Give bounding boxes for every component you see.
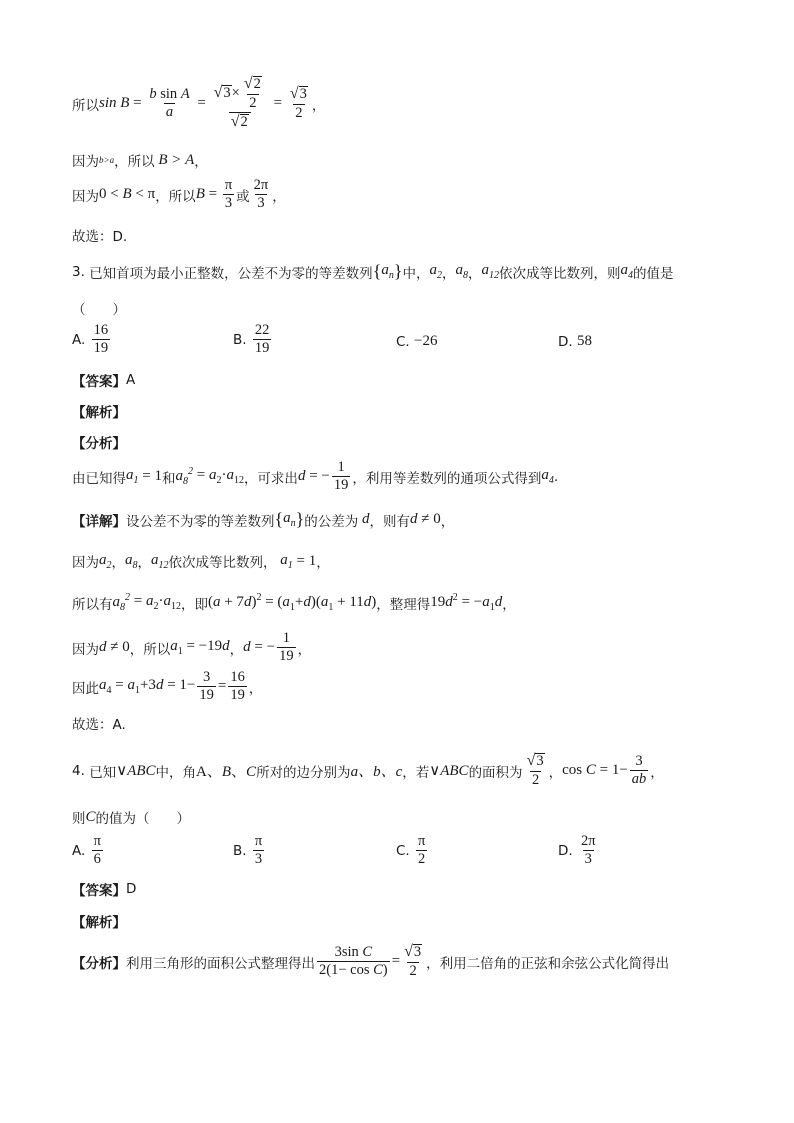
q3-fenxi-text: 由已知得 $a_1$ = 1 和 $a_8^2$ = $a_2\cdot a_{12}$ ，可求出 d = − $\frac{1}{19}$ ，利用等差数列的通项公式得到 $a_4$ .	[72, 459, 559, 494]
q4-option-b[interactable]: B. $\frac{\pi}{3}$	[233, 833, 263, 868]
q3-stem: 3. 已知首项为最小正整数，公差不为零的等差数列 { $a_n$ } 中， $a_2$ ， $a_8$ ， $a_{12}$ 依次成等比数列，则 $a_4$ 的值是	[72, 261, 674, 282]
solution-line-B-values: 因为 0 < B < π ，所以 B = $\frac{\pi}{3}$ 或 $\frac{2\pi}{3}$ ，	[72, 177, 286, 212]
q4-option-c[interactable]: C. $\frac{\pi}{2}$	[396, 833, 426, 868]
q4-option-a[interactable]: A. $\frac{\pi}{6}$	[72, 833, 101, 868]
select-answer: 故选：A.	[72, 717, 126, 733]
q3-step3: 所以有 $a_8^2$ = $a_2\cdot a_{12}$ ，即 $(a + 7d)^2 = (a_1+d)(a_1 + 11d)$ ，整理得 $19d^2 = -a_1d$ ，	[72, 592, 516, 613]
fraction: √ 3 × √ 2 2 √ 2	[213, 75, 261, 131]
q3-detail: 【详解】 设公差不为零的等差数列 { $a_n$ } 的公差为 d ，则有 d ≠ 0 ，	[72, 509, 455, 530]
q3-step2: 因为 $a_2$ ， $a_8$ ， $a_{12}$ 依次成等比数列， $a_1$ = 1 ，	[72, 551, 330, 571]
select-answer: 故选：D.	[72, 229, 128, 245]
q3-option-c[interactable]: C. −26	[396, 333, 438, 350]
q4-stem-line2: 则 C 的值为（ ）	[72, 808, 191, 827]
q4-stem: 4. 已知 ∨ABC 中，角 A、B、C 所对的边分别为 a、b、c ，若 ∨ABC 的面积为 √ 3 2 ， cos C = 1− $\frac{3}{ab}$ ，	[72, 752, 664, 788]
q3-jiexi: 【解析】	[72, 405, 126, 421]
fraction: $\frac{\text{b sin A}}{a}$	[149, 85, 190, 121]
q3-option-b[interactable]: B. $\frac{22}{19}$	[233, 322, 270, 357]
q3-step5: 因此 $a_4 = a_1+3d = 1-$ $\frac{3}{19}$ = $\frac{16}{19}$ ，	[72, 669, 263, 704]
fraction: √ 3 2	[289, 84, 307, 121]
q4-answer: 【答案】 D	[72, 881, 137, 899]
solution-line-b-gt-a: 因为 b>a ，所以 B > A ，	[72, 151, 208, 170]
solution-line-sinB: 所以 sin B = $\frac{\text{b sin A}}{a}$ = √ 3 × √ 2 2 √ 2 = √ 3 2 ，	[72, 75, 326, 131]
q3-option-a[interactable]: A. $\frac{16}{19}$	[72, 322, 109, 357]
q3-fenxi: 【分析】	[72, 436, 126, 452]
q4-jiexi: 【解析】	[72, 915, 126, 931]
q4-option-d[interactable]: D. $\frac{2\pi}{3}$	[558, 833, 596, 868]
q3-answer: 【答案】 A	[72, 372, 136, 390]
q3-step4: 因为 d ≠ 0 ，所以 $a_1 = -19d$ ， d = − $\frac{1}{19}$ ，	[72, 630, 312, 665]
q3-paren: （ ）	[72, 302, 126, 318]
q3-option-d[interactable]: D. 58	[558, 333, 592, 350]
q4-fenxi: 【分析】 利用三角形的面积公式整理得出 $\frac{\text{3sin C}}{\text{2(1− cos C)}}$ = √ 3 2 ，利用二倍角的正弦和余弦公式化简得出	[72, 943, 670, 979]
